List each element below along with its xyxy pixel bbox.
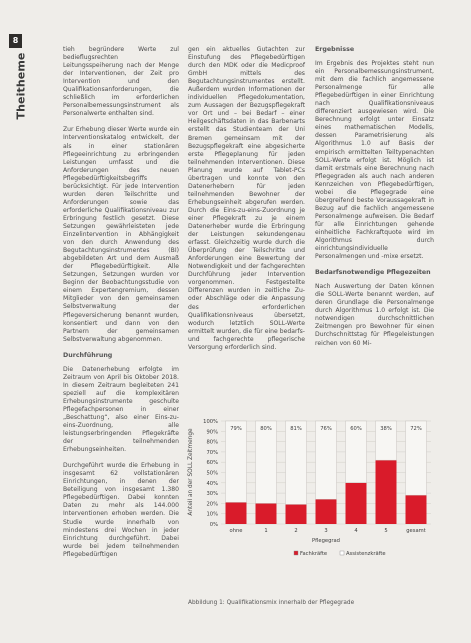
y-tick-label: 50% — [206, 470, 218, 477]
bar-value-label: 38% — [380, 426, 392, 432]
bar-value-label: 60% — [350, 426, 362, 432]
bar-assistenzkraefte — [226, 421, 247, 502]
bar-fachkraefte — [316, 499, 337, 524]
y-tick-label: 40% — [206, 480, 218, 487]
x-tick-label: 2 — [294, 528, 298, 534]
qualification-mix-chart — [187, 413, 440, 590]
bar-fachkraefte — [286, 504, 307, 524]
right-column — [315, 46, 434, 356]
y-tick-label: 10% — [206, 511, 218, 518]
care-times-paragraph: Nach Auswertung der Daten können die SOLL-Werte benannt werden, auf deren Grundlage die Personalmenge durch Algorithmus 1.0 erfolgt ist. Die notwendigen durchschnittlichen Zeitmengen pro Bewohner für einen Durchschnittstag für Pflegeleistungen reichen von 60 Mi- — [315, 283, 434, 347]
x-tick-label: 3 — [324, 528, 328, 534]
legend-label: Fachkräfte — [300, 550, 328, 557]
section-title-vertical — [11, 52, 29, 122]
bar-assistenzkraefte — [286, 421, 307, 504]
bar-fachkraefte — [406, 495, 427, 524]
x-tick-label: 4 — [354, 528, 358, 534]
results-paragraph: Im Ergebnis des Projektes steht nun ein Personalbemessungsinstrument, mit dem die fachlich angemessene Personalmenge für alle Pflegebedürftigen in einer Einrichtung nach Qualifikationsniveaus differenziert ausgewiesen wird. Die Berechnung erfolgt unter Einsatz eines mathematischen Modells, dessen Parametrisierung als Algorithmus 1.0 auf Basis der empirisch ermittelten Teiltypenachten SOLL-Werte erfolgt ist. Möglich ist damit erstmals eine Berechnung nach Pflegegraden als auch nach anderen Kennzeichen von Pflegebedürftigen, wobei die Pflegegrade eine übergreifend beste Voraussagekraft in Bezug auf die fachlich angemessene Personalmenge aufweisen. Die Bedarf für alle Einrichtungen gehende einheitliche Fachkraftquote wird im Algorithmus durch einrichtungsindividuelle Personalmengen und -mixe ersetzt. — [315, 60, 434, 261]
x-tick-label: 5 — [384, 528, 388, 534]
legend-label: Assistenzkräfte — [346, 550, 386, 557]
y-tick-label: 90% — [206, 429, 218, 436]
bar-fachkraefte — [346, 483, 367, 524]
bar-assistenzkraefte — [256, 421, 277, 503]
care-times-heading: Bedarfsnotwendige Pflegezeiten — [315, 269, 431, 277]
bar-value-label: 81% — [290, 426, 302, 432]
bar-assistenzkraefte — [316, 421, 337, 499]
execution-heading: Durchführung — [63, 351, 113, 359]
y-tick-label: 30% — [206, 491, 218, 498]
chart-svg — [187, 413, 440, 590]
y-tick-label: 0% — [209, 522, 218, 528]
y-tick-label: 100% — [203, 419, 218, 425]
y-tick-label: 80% — [206, 439, 218, 446]
legend-swatch — [294, 551, 298, 555]
result-paragraph: Durchgeführt wurde die Erhebung in insgesamt 62 vollstationären Einrichtungen, in denen der Beteiligung von insgesamt 1.380 Pflegebedürftigen. Dabei konnten Daten zu mehr als 144.000 Interventionen erhoben werden. Die Studie wurde innerhalb von mindestens drei Wochen in jeder Einrichtung durchgeführt. Dabei wurde bei jedem teilnehmenden Pflegebedürftigen — [63, 462, 179, 558]
method-paragraph: Zur Erhebung dieser Werte wurde ein Interventionskatalog entwickelt, der als in einer stationären Pflegeeinrichtung zu erbringenden Leistungen umfasst und die Anforderungen des neuen Pflegebedürftigkeitsbegriffs berücksichtigt. Für jede Intervention wurden deren Teilschritte und Anforderungen sowie das erforderliche Qualifikationsniveau zur Erbringung festlich gesetzt. Diese Setzungen gewährleisteten jede Einzelintervention in Abhängigkeit von den durch Anwendung des Begutachtungsinstrumentes (BI) abgebildeten Art und dem Ausmaß der Pflegebedürftigkeit. Alle Setzungen, Setzungen wurden vor Beginn der Beobachtungsstudie von einem Expertengremium, dessen Mitglieder von den gemeinsamen Selbstverwaltung der Pflegeversicherung benannt wurden, konsentiert und dann von den Partnern der gemeinsamen Selbstverwaltung abgenommen. — [63, 126, 179, 343]
legend-swatch — [340, 551, 344, 555]
y-tick-label: 70% — [206, 449, 218, 456]
x-tick-label: 1 — [264, 528, 268, 534]
bar-assistenzkraefte — [406, 421, 427, 495]
y-tick-label: 20% — [206, 501, 218, 508]
bar-value-label: 79% — [230, 426, 242, 432]
section-title: Theitheme — [14, 52, 28, 120]
y-tick-label: 60% — [206, 460, 218, 467]
execution-paragraph: Die Datenerhebung erfolgte im Zeitraum von April bis Oktober 2018. In diesem Zeitraum begleiteten 241 speziell auf die komplexitären Erhebungsinstrumente geschulte Pflegefachpersonen in einer „Beschattung“, also einer Eins-zu-eins-Zuordnung, alle leistungserbringenden Pflegekräfte der teilnehmenden Erhebungseinheiten. — [63, 365, 179, 454]
bar-fachkraefte — [256, 503, 277, 524]
bar-fachkraefte — [376, 460, 397, 524]
bar-value-label: 80% — [260, 426, 272, 432]
bar-value-label: 72% — [410, 426, 422, 432]
x-tick-label: gesamt — [406, 528, 426, 534]
left-column — [63, 46, 179, 567]
y-axis-title: Anteil an der SOLL Zeitmenge — [188, 428, 194, 516]
figure-caption: Abbildung 1: Qualifikationsmix innerhalb der Pflegegrade — [188, 600, 355, 606]
middle-paragraph: gen ein aktuelles Gutachten zur Einstufung des Pflegebedürftigen durch den MDK oder die Medicproof GmbH mittels des Begutachtungsinstrumentes erstellt. Außerdem wurden Informationen der individuellen Pflegedokumentation, zum Aussagen der Bezugspflegekraft vor Ort und – bei Bedarf – einer Heilgeschäftsdaten in das Barbenarts erstellt das Studienteam der Uni Bremen gemeinsam mit der Bezugspflegekraft eine abgesicherte erste Pflegeplanung für jeden teilnehmenden Interventionen. Diese Planung wurde auf Tablet-PCs übertragen und konnte von den Datenerhebern für jeden teilnehmenden Bewohner der Erhebungseinheit abgerufen werden. Durch die Eins-zu-eins-Zuordnung je einer Pflegekraft zu je einem Datenerheber wurde die Erbringung der Leistungen sekundengenau erfasst. Gleichzeitig wurde durch die Überprüfung der Teilschritte und Anforderungen eine Bewertung der Notwendigkeit und der fachgerechten Durchführung jeder Intervention vorgenommen. Festgestellte Differenzen wurden in zeitliche Zu- oder Abschläge oder die Anpassung des erforderlichen Qualifikationsniveaus übersetzt, wodurch letztlich SOLL-Werte ermittelt wurden, die für eine bedarfs- und fachgerechte pflegerische Versorgung erforderlich sind. — [188, 46, 305, 351]
x-tick-label: ohne — [229, 528, 243, 534]
results-heading: Ergebnisse — [315, 46, 355, 53]
middle-column — [188, 46, 305, 360]
x-axis-title: Pflegegrad — [312, 538, 340, 544]
page-number: 8 — [9, 34, 22, 48]
bar-value-label: 76% — [320, 426, 332, 432]
intro-paragraph: tieh begründere Werte zul bedieflugsrechten Leitungsspeiherung nach der Menge der Interventionen, der Zeit pro Intervention und den Qualifikationsanforderungen, die schließlich im erforderlichen Personalbemessungsinstrument als Personalwerte enthalten sind. — [63, 46, 179, 118]
bar-fachkraefte — [226, 502, 247, 524]
